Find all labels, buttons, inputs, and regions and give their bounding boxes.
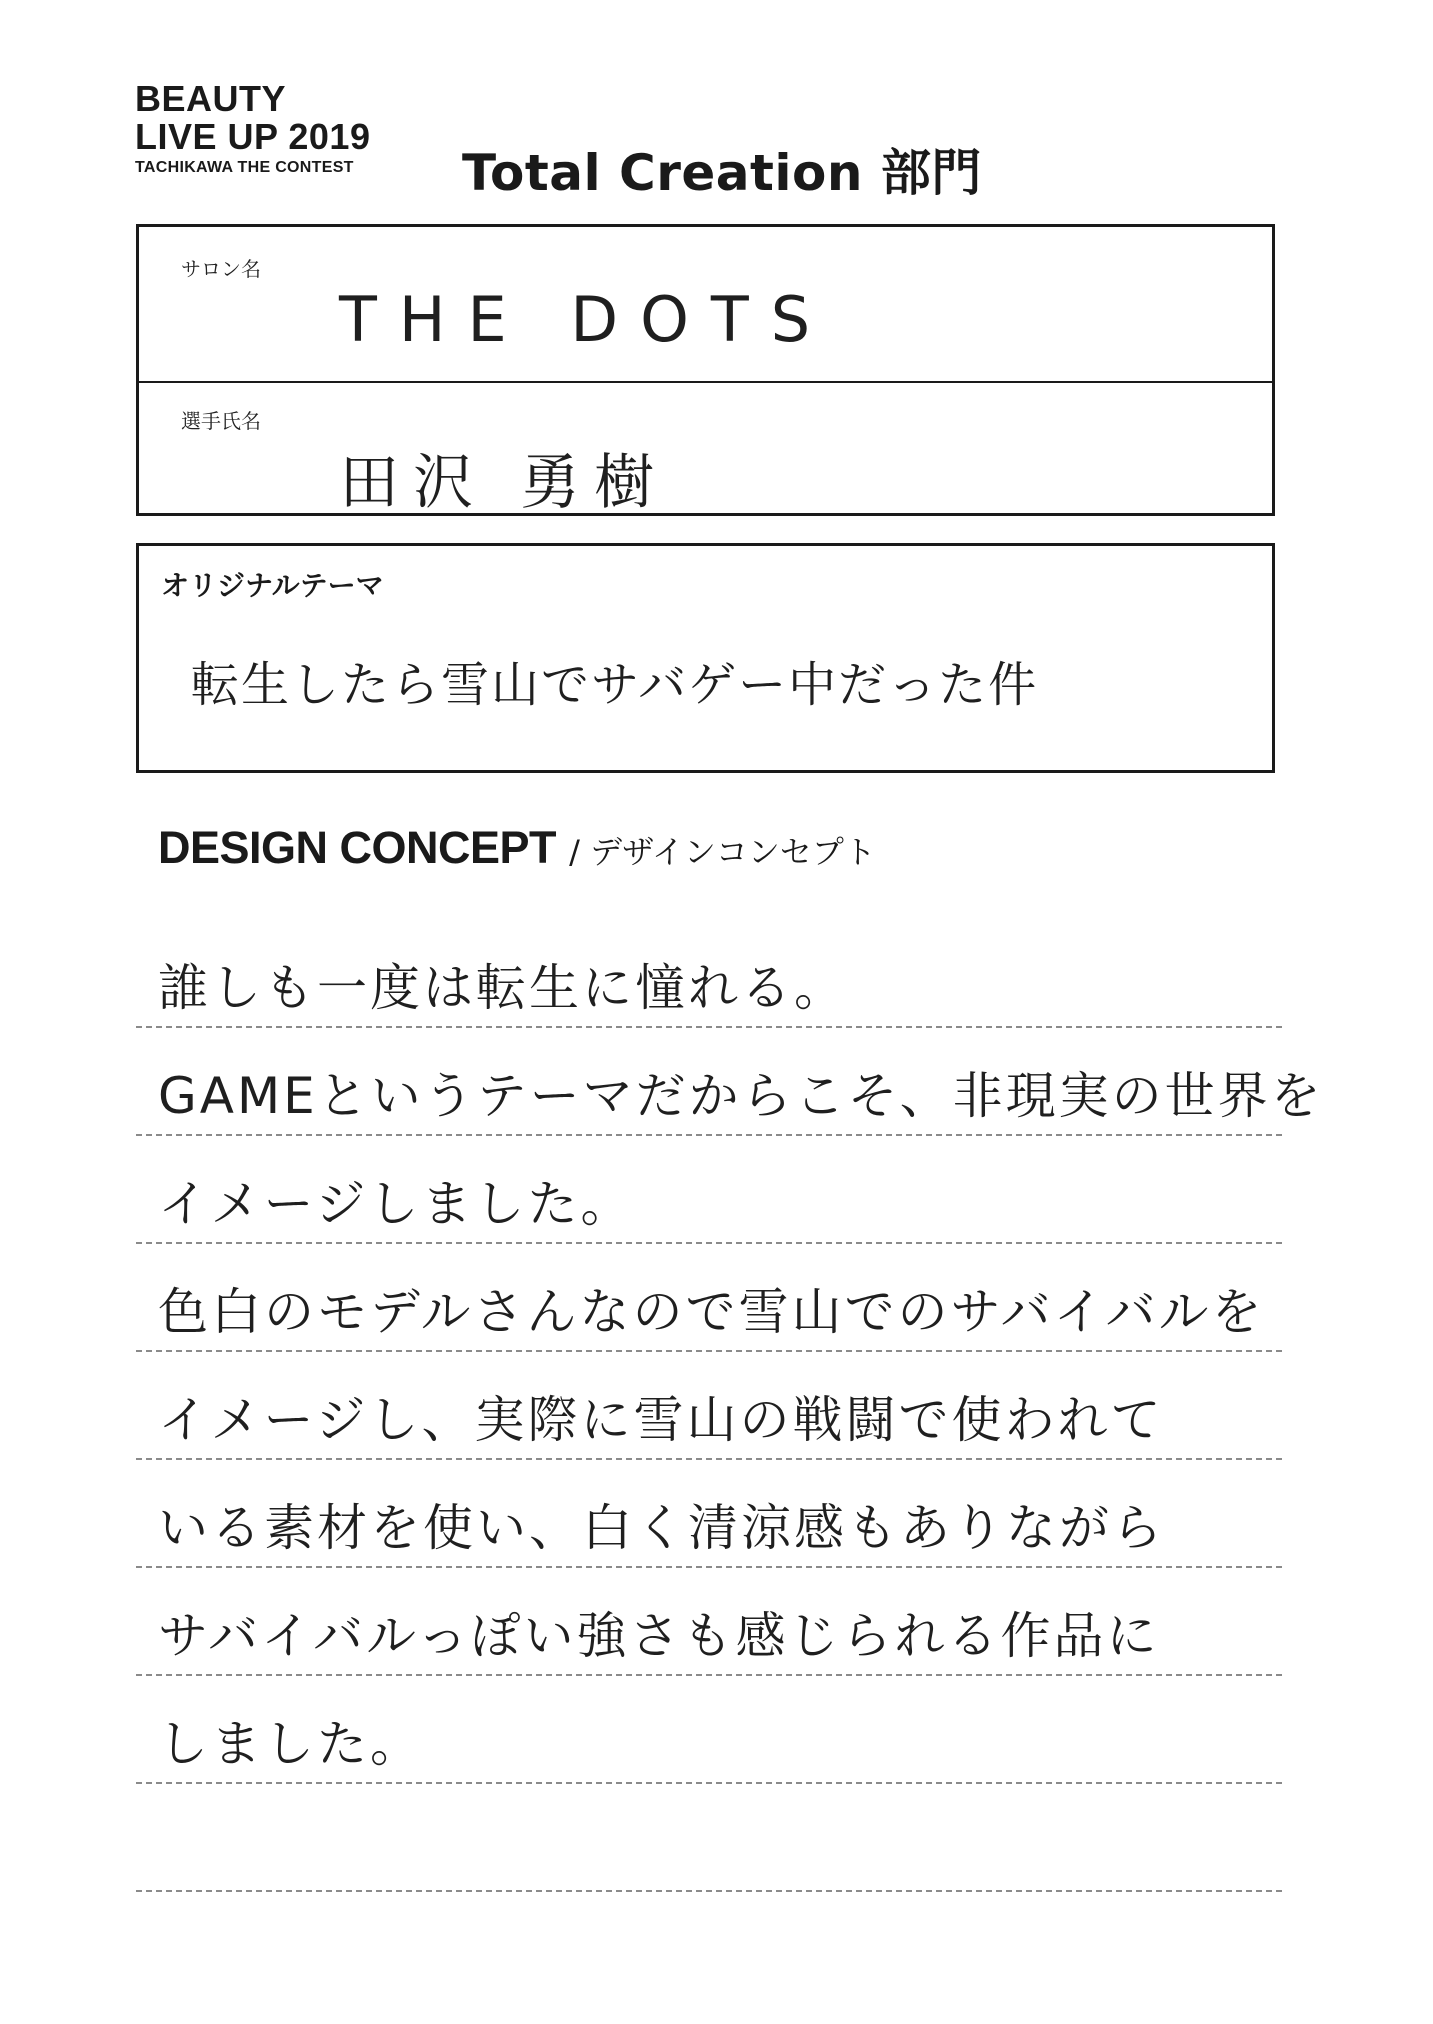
concept-line-text: イメージし、実際に雪山の戦闘で使われて	[158, 1391, 1164, 1449]
design-concept-lines	[136, 920, 1324, 1892]
event-logo	[135, 80, 370, 179]
concept-line	[136, 1568, 1282, 1676]
concept-line	[136, 1784, 1282, 1892]
logo-line-3: TACHIKAWA THE CONTEST	[135, 159, 354, 176]
concept-line-text: イメージしました。	[158, 1175, 634, 1233]
field-divider	[139, 381, 1272, 383]
concept-line-text: 色白のモデルさんなので雪山でのサバイバルを	[158, 1283, 1265, 1341]
concept-line	[136, 1028, 1324, 1136]
original-theme-label: オリジナルテーマ	[161, 569, 384, 602]
design-concept-heading-jp: / デザインコンセプト	[569, 833, 876, 871]
concept-line	[136, 1460, 1282, 1568]
concept-line	[136, 1676, 1282, 1784]
concept-line	[136, 920, 1282, 1028]
concept-line-text: 誰しも一度は転生に憧れる。	[158, 959, 847, 1017]
salon-name-value: THE DOTS	[339, 283, 833, 356]
logo-line-1: BEAUTY	[135, 78, 287, 119]
player-name-label: 選手氏名	[181, 409, 261, 433]
concept-line-text: サバイバルっぽい強さも感じられる作品に	[158, 1607, 1160, 1665]
concept-line	[136, 1136, 1282, 1244]
original-theme-box	[136, 543, 1275, 773]
concept-line-text: GAMEというテーマだからこそ、非現実の世界を	[158, 1067, 1324, 1125]
concept-line-text: いる素材を使い、白く清涼感もありながら	[158, 1499, 1165, 1557]
category-title: Total Creation 部門	[462, 144, 982, 202]
concept-line-text: しました。	[158, 1715, 423, 1773]
concept-line	[136, 1244, 1282, 1352]
original-theme-value: 転生したら雪山でサバゲー中だった件	[191, 657, 1039, 713]
salon-name-label: サロン名	[181, 257, 261, 281]
design-concept-heading	[158, 822, 876, 874]
entrant-info-box	[136, 224, 1275, 516]
player-name-value: 田沢 勇樹	[339, 448, 669, 518]
concept-line	[136, 1352, 1282, 1460]
logo-line-2: LIVE UP 2019	[135, 116, 371, 157]
design-concept-heading-en: DESIGN CONCEPT	[158, 822, 557, 873]
